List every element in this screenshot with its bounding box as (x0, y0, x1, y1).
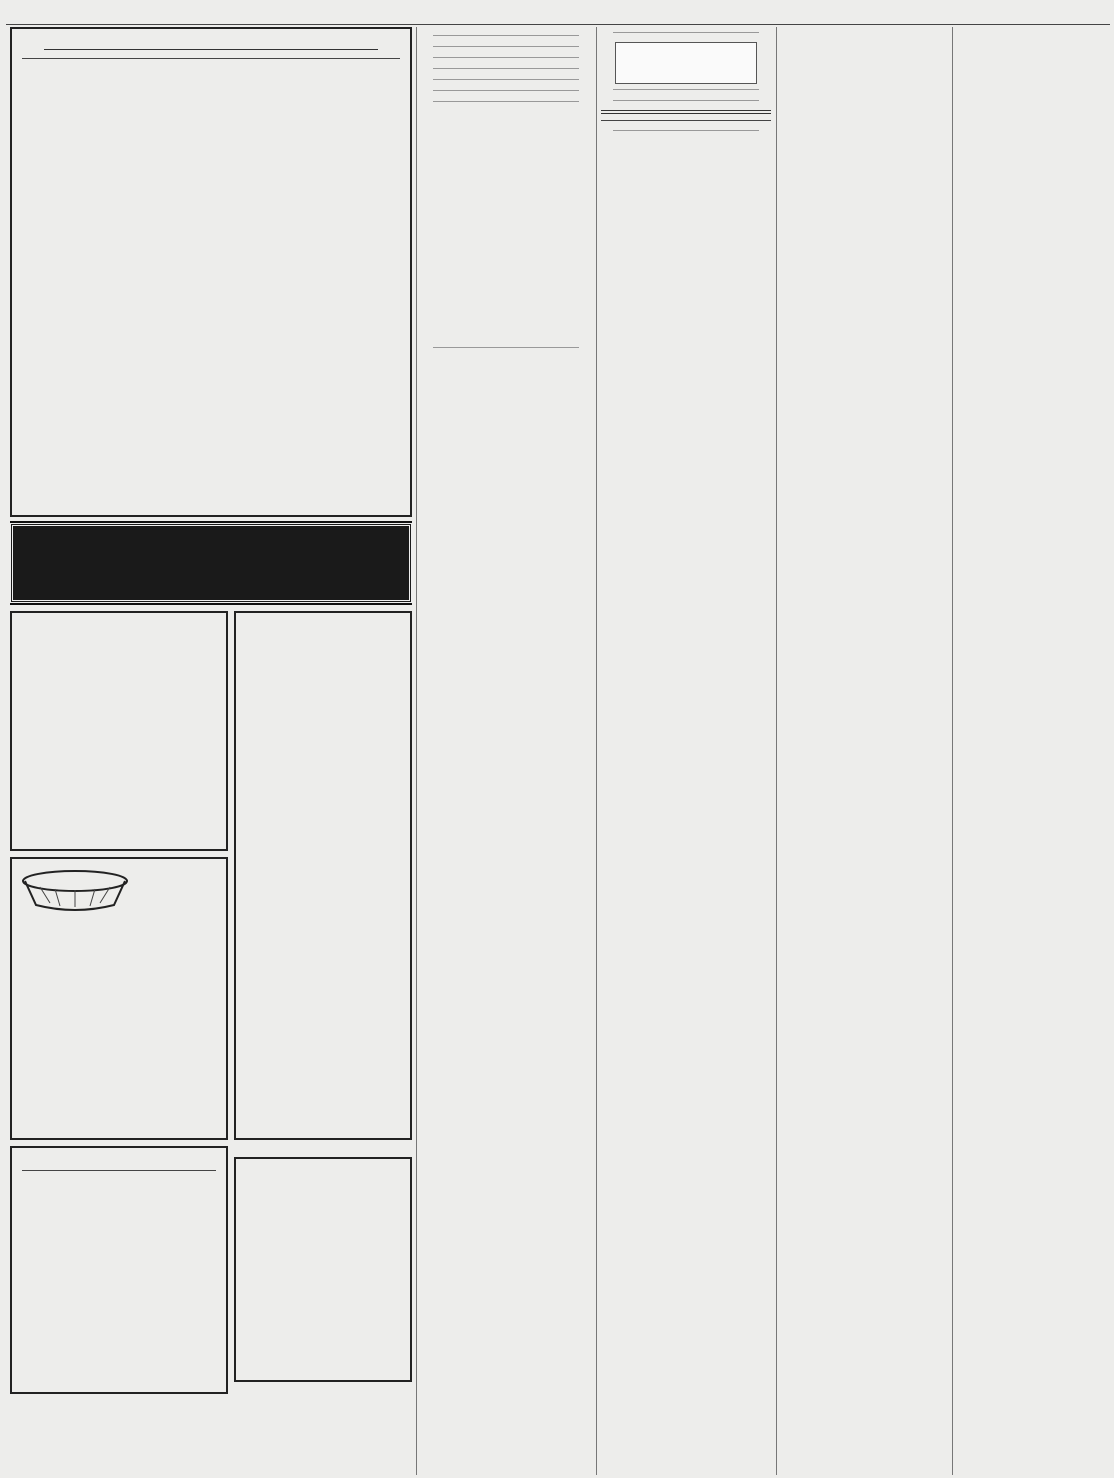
local-body (601, 136, 771, 976)
band-body (957, 955, 1107, 1327)
ross-logo (10, 523, 412, 603)
ross-sale-ad (10, 27, 412, 517)
pyrex-points (20, 919, 218, 980)
bad-legs-ad (234, 611, 412, 1140)
pyrex-ad (10, 857, 228, 1140)
header-rule (6, 24, 1110, 25)
masthead (601, 110, 771, 114)
tauranga-body (957, 827, 1107, 955)
pyrex-list (20, 980, 218, 1022)
column-5 (957, 27, 1107, 1327)
mccoll-ad (10, 1146, 228, 1394)
bad-legs-body (244, 625, 402, 857)
masthead-date (601, 118, 771, 121)
drainage-title (22, 1156, 216, 1171)
column-2 (421, 27, 591, 353)
news-column-4 (781, 27, 947, 1472)
ad-title (44, 47, 378, 50)
awahou-body (421, 107, 591, 342)
column-4 (781, 27, 947, 1472)
column-rule (776, 27, 777, 1475)
column-rule (952, 27, 953, 1475)
raupai-ad (10, 611, 228, 851)
manager-line (22, 58, 400, 65)
column-rule (596, 27, 597, 1475)
column-rule (416, 27, 417, 1475)
riders-ad (234, 1157, 412, 1382)
pyrex-dish-icon (20, 865, 130, 913)
newspaper-header (0, 3, 1114, 25)
column-3 (601, 27, 771, 976)
radium-polishes-ad (615, 42, 757, 84)
news-column-5 (957, 27, 1107, 827)
column-1 (10, 27, 412, 1400)
